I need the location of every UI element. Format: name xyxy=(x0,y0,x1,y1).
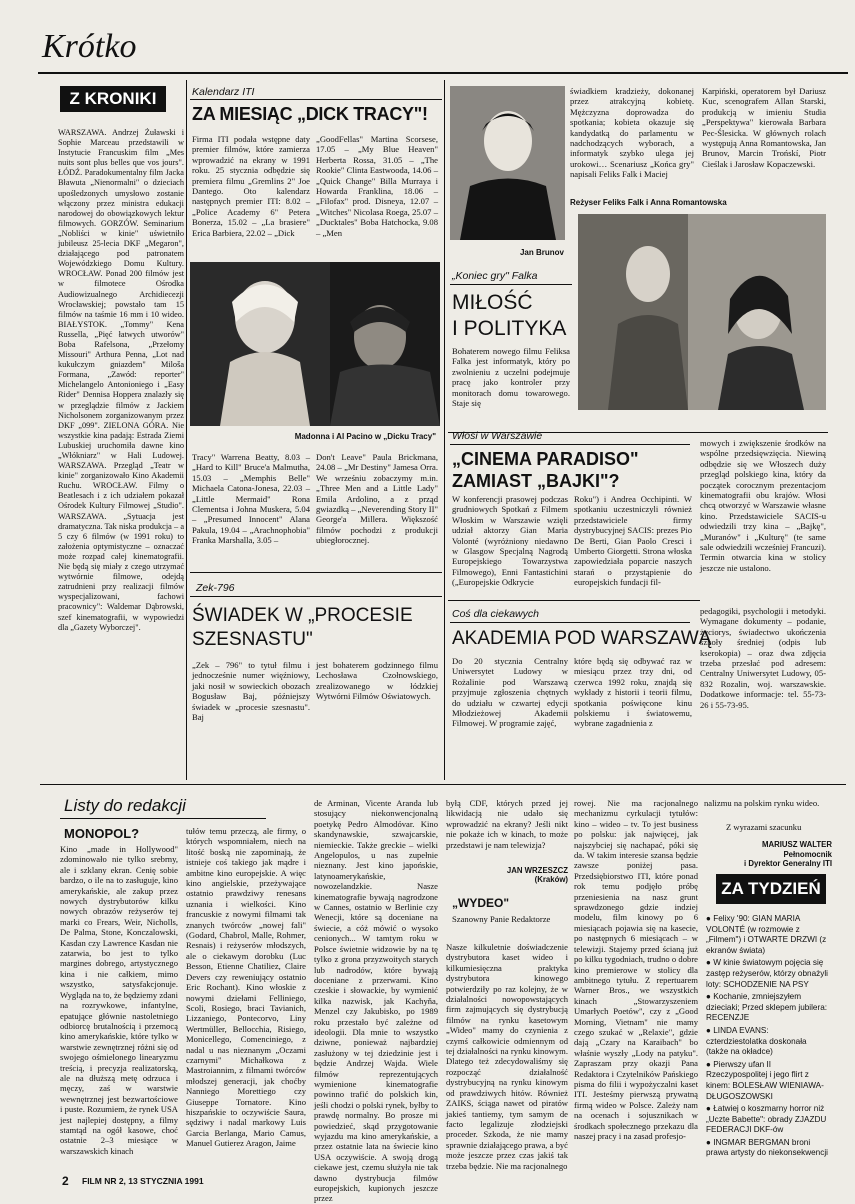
signature1-city: (Kraków) xyxy=(534,875,568,884)
listy-col6: nalizmu na polskim rynku wideo. xyxy=(704,798,820,808)
wydeo-title: „WYDEO" xyxy=(452,896,510,910)
signature1-name: JAN WRZESZCZ xyxy=(506,866,568,875)
dick-tracy-photo xyxy=(190,262,440,426)
zek-section-rule xyxy=(190,596,442,597)
signature2-role1: Pełnomocnik xyxy=(783,849,832,859)
listy-col1: Kino „made in Hollywood" zdominowało nie tylko srebrny, ale i szklany ekran. Cenię sobie bardzo, o ile na to zasługuje, kino amerykańskie, ale zakup przez nowych dystrybutorów kilku nowych obrazów reżyserów tej marki co Frears, Weir, Nicholls, De Palma, Stone, Konczalowski, Kasdan czy Lawrence Kasdan nie zatarwia, bo jest to tylko margines dobrego, artystycznego kina i nie całkiem, mimo wszystko, satysfakcjonuje. Wygląda na to, że będziemy zdani na rozrywkowe, infantylne, epatujące głównie nastoletniego odbiorcę brutalnością i przemocą kino amerykańskie, które tylko w warstwie zewnętrznej różni się od swojego ośmielonego linearyzmu treścią, i precyzja realizatorską, ale na dłuższą metę odrzuca i męczy, zaś w warstwie wewnętrznej jest bezwartościowe i puste. Rozumiem, że rynek USA jest najlepiej dostępny, a filmy stamtąd na ogół kasowe, choć ostatnie 2–3 miesiące w warszawskich kinach xyxy=(60,844,178,1156)
issue-line: FILM NR 2, 13 STYCZNIA 1991 xyxy=(82,1176,204,1186)
koniec-gry-headline-line2: I POLITYKA xyxy=(452,317,567,340)
listy-col4: byłą CDF, których przed jej likwidacją nie udało się wprowadzić na ekrany? Jeśli nikt nie pokaże ich w kinach, to może przedstawi je nam telewizja? xyxy=(446,798,568,850)
akademia-text-c: pedagogiki, psychologii i metodyki. Wymagane dokumenty – podanie, życiorys, świadectwo ukończenia szkoły średniej (odpis lub kserokopia) – oraz dwa zdjęcia trzeba przesłać pod adresem: Centralny Uniwersytet Ludowy, 05-832 Rozalin, woj. warszawskie. Dodatkowe informacje: tel. 55-73-26 i 55-73-95. xyxy=(700,606,826,710)
akademia-section-rule xyxy=(450,622,690,623)
paradiso-text-c: mowych i zwiększenie środków na wspólne przedsięwzięcia. Niewiną odbędzie się we Włoszech duży przegląd polskiego kina, który da początek corocznym prezentacjom kinematografii obu krajów. Włosi chcą otworzyć w Warszawie własne kino. Przedstawiciele SACIS-u odwiedzili trzy kina – „Bajkę", „Muranów" i „Kulturę" (te same sale odwiedzili wcześniej Francuzi). Termin otwarcia kina w stolicy jeszcze nie ustalono. xyxy=(700,438,826,573)
footer xyxy=(40,1170,846,1194)
dick-tracy-section: Kalendarz ITI xyxy=(192,86,255,98)
akademia-text-a: Do 20 stycznia Centralny Uniwersytet Ludowy w Rożalinie pod Warszawą przyjmuje zgłoszenia chętnych do udziału w czwartej edycji Młodzieżowej Akademii Filmowej. W programie zajęć, xyxy=(452,656,568,729)
za-tydzien-list xyxy=(706,914,830,1159)
koniec-gry-text-col2: świadkiem kradzieży, dokonanej przez atrakcyjną kobietę. Mężczyzna doprowadza do spotkania; kobieta okazuje się kandydatką do parlamentu w nadchodzących wyborach, a informatyk szybko ulega jej urokowi… Scenariusz „Końca gry" napisali Feliks Falk i Maciej xyxy=(570,86,694,180)
paradiso-text-a: W konferencji prasowej podczas grudniowych Spotkań z Filmem Włoskim w Warszawie wzięli udział aktorzy Gian Maria Volonté (wyróżniony niedawno w Glasgow Specjalną Nagrodą Europejskiego Towarzystwa Filmowego), Enni Fantastichini („Europejskie Odkrycie xyxy=(452,494,568,588)
koniec-gry-section-rule xyxy=(450,284,572,285)
page-number: 2 xyxy=(62,1174,69,1188)
akademia-section: Coś dla ciekawych xyxy=(452,608,539,620)
dick-tracy-photo-image xyxy=(190,262,440,426)
za-tydzien-item: ● INGMAR BERGMAN broni prawa artysty do niekonsekwencji xyxy=(706,1137,828,1158)
paradiso-section-rule xyxy=(450,444,690,445)
listy-col3: de Arminan, Vicente Aranda lub stosujący niekonwencjonalną poetykę Pedro Almodóvar. Kino skandynawskie, szwajcarskie, niemieckie. Także greckie – wielki Angelopulos, u nas zupełnie nieznany. Jest kino japońskie, latynoamerykańskie, nowozelandzkie. Nasze kinematografie bywają nagrodzone w Cannes, ostatnio w Berlinie czy Wenecji, które są doceniane na świecie, a cóż mówić o wysoko cenionych... W tamtym roku w Polsce świetnie widzowie by na tę tylko z grona przyzwoitych starych lub nadrodów, które bywają doceniane z przerwami. Kino czeskie i słowackie, by wymienić kilka nazwisk, jak Kachyňa, Menzel czy Jakubisko, po 1989 roku przestało być zależne od ideologii. Dla mnie to wszystko dziwne, ponieważ najbardziej zasłużony w tej dziedzinie jest i będzie Andrzej Wajda. Wiele filmów reprezentujących wymienione kinematografie powinno trafić do polskich kin, jeśli chodzi o polski rynek, byłby to prawdę normalny. Bo prosze mi powiedzieć, skąd przygotowanie wyjazdu ma kino amerykańskie, a przez ostatnie lata na świecie kino USA oczywiście. A swoją drogą ciekawe jest, czemu służyła nie tak dawno dystrybucja filmów europejskich, kupionych jeszcze przez xyxy=(314,798,438,1204)
brunov-caption: Jan Brunov xyxy=(519,248,564,257)
akademia-text-b: które będą się odbywać raz w miesiącu przez trzy dni, od czerwca 1992 roku, znajdą się wykłady z historii i teorii filmu, spotkania poświęcone kinu polskiemu i światowemu, wybrane zagadnienia z xyxy=(574,656,692,729)
falk-romantowska-photo-image xyxy=(578,214,826,410)
dick-tracy-text-d: Don't Leave" Paula Brickmana, 24.08 – „Mr Destiny" Jamesa Orra. We wrześniu zobaczymy m.in. „Three Men and a Little Lady" Emila Ardolino, a z prząd gwiazdką – „Neverending Story II" George'a Millera. Większość filmów pochodzi z produkcji ubiegłorocznej. xyxy=(316,452,438,546)
za-tydzien-item: ● Felixy '90: GIAN MARIA VOLONTÉ (w rozmowie z „Filmem") i OTWARTE DRZWI (z ekranów świata) xyxy=(706,914,827,955)
listy-col4b: Nasze kilkuletnie doświadczenie dystrybutora kaset wideo i kilkumiesięczna praktyka dystrybutora kinowego potwierdziły po raz kolejny, że w działalności nowopowstających firm zajmujących się dystrybucją filmów na rynku kasetowym „Wideo" mamy do czynienia z czymś całkowicie odmiennym od tej działalności na rynku kinowym. Dlatego też zdecydowaliśmy się rozpocząć działalność dystrybucyjną na rynku kinowym od prawdziwych hitów. Również ZAIKS, ściąga nawet od piratów jakieś tantiemy, tym samym de facto legalizuje złodziejski proceder. Szkoda, że nie mamy sprawnie działającego prawa, a być może jeszcze przez czas jakiś tak trzeba będzie. Nie ma racjonalnego xyxy=(446,942,568,1171)
wydeo-salutation: Szanowny Panie Redaktorze xyxy=(452,914,551,924)
middle-horizontal-rule xyxy=(40,784,846,785)
paradiso-headline xyxy=(452,448,639,492)
paradiso-headline-line2: ZAMIAST „BAJKI"? xyxy=(452,471,620,491)
zek-section: Zek-796 xyxy=(196,582,235,594)
dick-tracy-text-a: Firma ITI podała wstępne daty premier filmów, które zamierza wprowadzić na ekrany w 1991 roku. 25 stycznia odbędzie się premiera filmu „Gremlins 2" Joe Dantego. Oto kalendarz następnych premier ITI: 8.02 – „Police Academy 6" Petera Bonerza, 15.02 – „La brasiere" Erica Barbiera, 22.02 – „Dick xyxy=(192,134,310,238)
listy-section-rule xyxy=(60,818,266,819)
za-tydzien-item: ● LINDA EVANS: czterdziestolatka doskonała (także na okładce) xyxy=(706,1025,807,1057)
listy-col5: rowej. Nie ma racjonalnego mechanizmu cyrkulacji tytułów: kino – wideo – tv. To jest business po polsku: jak najwięcej, jak najszybciej się nachapać, póki się da. W takim interesie szansa będzie zawsze poniżej pasa. Przedsiębiorstwo ITI, które ponad rok temu podjęło próbę przeniesienia na nasz grunt sprawdzonego gdzie indziej modelu, film kinowy po 6 miesiącach pojawia się na kasecie, po następnych 6 miesiącach – w telewizji. Stajemy przed ścianą już po kilku tygodniach, trudno o dobre kino premierowe w stolicy dla ambitnego tytułu. Z repertuarem Warner Bros., we wszystkich kinach „Stowarzyszeniem Umarłych Poetów", czy z „Good Morning, Vietnam" nie mamy czego szukać w „Relaxie", gdzie dają „Czary na Karaibach" bo właśnie wyszły „Lody na patyku". Zapraszam przy okazji Pana Redaktora i Czytelników Pańskiego pisma do filii i wypożyczalni kaset ITI. Jesteśmy pierwszą prywatną firmą wideo w Polsce. Zależy nam na ocenach i sojusznikach w środkach społecznego przekazu dla naszej pracy i na zasad profesjo- xyxy=(574,798,698,1141)
paradiso-bottom-rule xyxy=(448,600,700,601)
dick-tracy-caption: Madonna i Al Pacino w „Dicku Tracy" xyxy=(294,432,436,441)
zek-headline xyxy=(192,604,413,652)
paradiso-headline-line1: „CINEMA PARADISO" xyxy=(452,449,639,469)
paradiso-text-b: Roku") i Andrea Occhipinti. W spotkaniu uczestniczyli również przedstawiciele firmy dystrybucyjnej SACIS: prezes Pio De Berti, Gian Paolo Cresci i Umberto Giorgetti. Strona włoska zapowiedziała poparcie naszych starań o przystąpienie do europejskich fundacji fil- xyxy=(574,494,692,588)
akademia-headline: AKADEMIA POD WARSZAWĄ xyxy=(452,628,712,649)
brunov-photo-image xyxy=(450,86,565,240)
dick-tracy-headline: ZA MIESIĄC „DICK TRACY"! xyxy=(192,104,428,124)
dick-tracy-text-c: Tracy" Warrena Beatty, 8.03 – „Hard to Kill" Bruce'a Malmutha, 15.03 – „Memphis Belle" Michaela Catona-Jonesa, 22.03 – „Little Mermaid" Rona Clementsa i Johna Muskera, 5.04 – „Presumed Innocent" Alana Pakula, 19.04 – „Arachnophobia" Franka Marshalla, 3.05 – xyxy=(192,452,310,546)
kronika-divider xyxy=(186,80,187,780)
listy-regards: Z wyrazami szacunku xyxy=(726,822,802,832)
falk-romantowska-photo xyxy=(578,214,826,410)
koniec-gry-text: Bohaterem nowego filmu Feliksa Falka jest informatyk, który po zwolnieniu z uczelni podejmuje pracę jako kontroler przy monitorach domu towarowego. Staje się xyxy=(452,346,570,409)
dick-tracy-text-b: „GoodFellas" Martina Scorsese, 17.05 – „My Blue Heaven" Herberta Rossa, 31.05 – „The Rookie" Clinta Eastwooda, 14.06 – „Quick Change" Billa Murraya i Howarda Franklina, 18.06 – „Filofax" prod. Disneya, 12.07 – „Witches" Nicolasa Roega, 25.07 – „Ducktales" Boba Hatchocka, 9.08 – „Men xyxy=(316,134,438,238)
za-tydzien-item: ● W kinie światowym pojęcia się zastęp reżyserów, którzy obnażyli loty: SCHODZENIE NA PSY xyxy=(706,958,828,989)
signature2 xyxy=(704,840,832,869)
paradiso-section: Włosi w Warszawie xyxy=(452,430,543,442)
masthead-title: Krótko xyxy=(42,28,137,65)
kronika-text: WARSZAWA. Andrzej Żuławski i Sophie Marceau przedstawili w Instytucie Francuskim film „Mes nuits sont plus belles que vos jours". ŁÓDŹ. Paradokumentalny film Jacka Bławuta „Nienormalni" o dzieciach upośledzonych umysłowo zostanie włączony przez ministra edukacji narodowej do obowiązkowych lektur filmowych. GORZÓW. Seminarium „Nobliści w kinie" uświetniło jubileusz 25-lecia DKF „Megaron", działającego pod patronatem Wojewódzkiego Domu Kultury. WROCŁAW. Ponad 200 filmów jest w filmotece Ośrodka Audiowizualnego Archidiecezji Wrocławskiej; powstało tam 15 filmów na taśmie 16 mm i 10 wideo. BIAŁYSTOK. „Tommy" Kena Russella, „Pięć łatwych utworów" Boba Rafelsona, „Przełomy Missouri" Arthura Penna, „Lot nad kukułczym gniazdem" Miloša Formana, „Zawód: reporter" Michelangelo Antonioniego i „Easy Rider" Dennisa Hoppera znalazły się w przeglądzie filmów z Jackiem Nicholsonem zorganizowanym przez DKF „099". ZIELONA GÓRA. Nie wszystkie kina padają: Estrada Ziemi Lubuskiej uruchomiła dawne kino „Włókniarz" w Hali Ludowej. WARSZAWA. Przegląd „Teatr w kinie" zorganizowało Kino Akademii Ruchu. WROCŁAW. Filmy o Beatlesach i z ich udziałem pokazał Ośrodek Kultury Filmowej „Studio". WARSZAWA. „Sytuacja jest dramatyczna. Tak niska produkcja – a 5 czy 6 filmów (w 1991 roku) to założenia optymistyczne – oznaczać może rozpad całej kinematografii. Nie będą się miały z czego utrzymać wytwórnie filmowe, odejdą zatrudnieni przy realizacji filmów wyspecjalizowani, fachowi pracownicy": Waldemar Dąbrowski, szef kinematografii, w wypowiedzi dla „Gazety Wyborczej". xyxy=(58,128,184,632)
monopol-title: MONOPOL? xyxy=(64,826,140,841)
dick-tracy-section-rule xyxy=(190,99,442,100)
zek-text-a: „Zek – 796" to tytuł filmu i jednocześnie numer więźniowy, jaki nosił w sowieckich obozach Bogusław Baj, późniejszy świadek w „procesie szesnastu". Baj xyxy=(192,660,310,723)
listy-section: Listy do redakcji xyxy=(64,796,186,815)
za-tydzien-item: ● Kochanie, zmniejszyłem dzieciaki; Przed sklepem jubilera: RECENZJE xyxy=(706,992,828,1023)
brunov-photo xyxy=(450,86,565,240)
koniec-gry-text-col3: Karpiński, operatorem był Dariusz Kuc, scenografem Allan Starski, produkcją w imieniu Studia „Perspektywa" kierowała Barbara Pec-Ślesicka. W głównych rolach występują Anna Romantowska, Jan Brunov, Marcin Trońskí, Piotr Cieślak i Jarosław Kopaczewski. xyxy=(702,86,826,169)
koniec-gry-section: „Koniec gry" Falka xyxy=(452,270,538,282)
zek-headline-line2: SZESNASTU" xyxy=(192,629,313,650)
listy-col2: tułów temu przeczą, ale firmy, o których wspomniałem, niech na litość boską nie zapominają, że istnieje coś takiego jak mądre i ambitne kino europejskie. A więc kino angielskie, przeżywające ostatnio prawdziwy renesans uznania i wielkości. Kino francuskie z nowymi filmami tak znanych twórców „nowej fali" (Godard, Chabrol, Malle, Rohmer, Resnais) i reżyserów młodszych, ale o ciekawym dorobku (Luc Besson, Etienne Chatiliez, Claire Devers czy reweniujący ostatnio Eric Rochant). Kino włoskie z nowymi dziełami Felliniego, Scoli, Rosiego, braci Tavianich, Lizzaniego, Pontecorvo, Liny Wertmüller, Bellocchia, Risiego, Monicellego, Comenciniego, z nadal u nas nieznanym „Oczami czarnymi" Michałkowa z Mastroiannim, z filmami twórców młodszej generacji, jak choćby Nanniego Morettiego czy Giuseppe Tornatore. Kino hiszpańskie to oczywiście Saura, sędziwy i nadal markowy Luis Garcia Berlanga, Mario Camus, Manuel Gutierez Aragon, Jaime xyxy=(186,826,306,1149)
koniec-gry-photo-caption: Reżyser Feliks Falk i Anna Romantowska xyxy=(570,198,727,207)
koniec-gry-headline xyxy=(452,290,566,342)
masthead-rule xyxy=(38,72,848,74)
signature2-role2: i Dyrektor Generalny ITI xyxy=(744,859,832,868)
signature1 xyxy=(446,866,568,884)
dick-tracy-bottom-rule xyxy=(190,572,442,573)
masthead xyxy=(38,18,848,70)
top-vertical-divider xyxy=(444,80,445,780)
za-tydzien-item: ● Pierwszy ufan II Rzeczypospolitej i jego flirt z kinem: BOLESŁAW WIENIAWA-DŁUGOSZOWSKI xyxy=(706,1059,824,1101)
zek-text-b: jest bohaterem godzinnego filmu Lechosława Czołnowskiego, zrealizowanego w łódzkiej Wytwórni Filmów Oświatowych. xyxy=(316,660,438,702)
kronika-label: Z KRONIKI xyxy=(60,86,166,112)
koniec-gry-headline-line1: MIŁOŚĆ xyxy=(452,291,533,314)
za-tydzien-label: ZA TYDZIEŃ xyxy=(716,874,826,904)
zek-headline-line1: ŚWIADEK W „PROCESIE xyxy=(192,605,413,626)
za-tydzien-item: ● Łatwiej o koszmarny horror niż „Uczte Babette": obrady ZJAZDU FEDERACJI DKF-ów xyxy=(706,1104,827,1135)
signature2-name: MARIUSZ WALTER xyxy=(761,840,832,849)
